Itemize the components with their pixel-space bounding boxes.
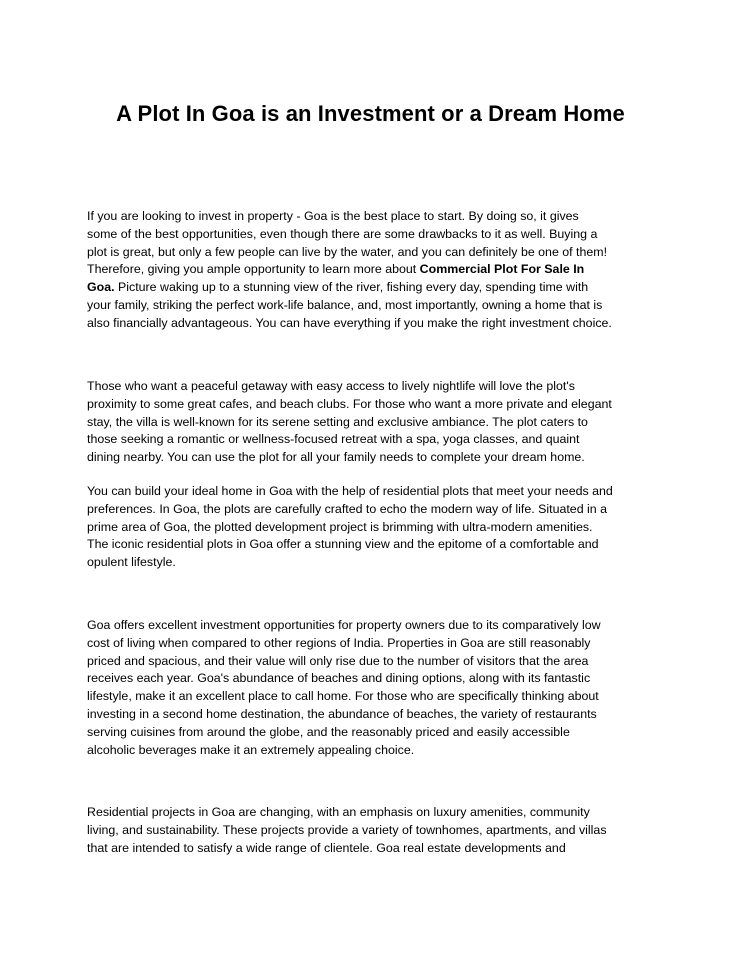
text-line: receives each year. Goa's abundance of beaches and dining options, along with its fantastic <box>87 671 591 686</box>
text-line: opulent lifestyle. <box>87 555 176 570</box>
text-line: The iconic residential plots in Goa offer a stunning view and the epitome of a comfortable and <box>87 537 599 552</box>
text-line: dining nearby. You can use the plot for all your family needs to complete your dream home. <box>87 450 585 465</box>
bold-phrase-end: Goa. <box>87 280 115 295</box>
text-line: cost of living when compared to other regions of India. Properties in Goa are still reasonably <box>87 635 591 650</box>
text-line: plot is great, but only a few people can live by the water, and you can definitely be one of them! <box>87 244 608 259</box>
text-line: investing in a second home destination, the abundance of beaches, the variety of restaurants <box>87 706 597 721</box>
text-line: also financially advantageous. You can have everything if you make the right investment choice. <box>87 315 612 330</box>
text-line: serving cuisines from around the globe, and the reasonably priced and easily accessible <box>87 724 570 739</box>
text-line: Goa offers excellent investment opportunities for property owners due to its comparatively low <box>87 618 601 632</box>
paragraph-getaway <box>87 378 655 467</box>
text-line: You can build your ideal home in Goa with the help of residential plots that meet your needs and <box>87 484 613 498</box>
text-line: Residential projects in Goa are changing, with an emphasis on luxury amenities, community <box>87 805 590 819</box>
text-line: proximity to some great cafes, and beach clubs. For those who want a more private and elegant <box>87 396 612 411</box>
text-line: stay, the villa is well-known for its serene setting and exclusive ambiance. The plot caters to <box>87 414 588 429</box>
text-line: that are intended to satisfy a wide range of clientele. Goa real estate developments and <box>87 840 566 855</box>
text-line: If you are looking to invest in property - Goa is the best place to start. By doing so, it gives <box>87 209 579 223</box>
text-line: priced and spacious, and their value will only rise due to the number of visitors that the area <box>87 653 589 668</box>
text-line: living, and sustainability. These projects provide a variety of townhomes, apartments, and villas <box>87 822 607 837</box>
text-line: Those who want a peaceful getaway with easy access to lively nightlife will love the plot's <box>87 379 575 393</box>
text-segment: Picture waking up to a stunning view of the river, fishing every day, spending time with <box>114 280 589 295</box>
bold-phrase: Commercial Plot For Sale In <box>419 262 585 277</box>
text-line: alcoholic beverages make it an extremely appealing choice. <box>87 742 415 757</box>
text-line-with-bold <box>87 261 655 279</box>
text-line: your family, striking the perfect work-life balance, and, most importantly, owning a home that is <box>87 297 603 312</box>
text-line: some of the best opportunities, even though there are some drawbacks to it as well. Buying a <box>87 226 598 241</box>
text-segment: Therefore, giving you ample opportunity to learn more about <box>87 262 420 277</box>
paragraph-investment <box>87 617 655 759</box>
document-title: A Plot In Goa is an Investment or a Dream Home <box>116 101 625 126</box>
text-line: prime area of Goa, the plotted development project is brimming with ultra-modern amenities. <box>87 519 593 534</box>
text-line-with-bold <box>87 279 655 297</box>
text-line: lifestyle, make it an excellent place to call home. For those who are specifically thinking about <box>87 689 599 704</box>
paragraph-intro <box>87 208 655 333</box>
paragraph-residential-projects <box>87 804 655 857</box>
text-line: preferences. In Goa, the plots are carefully crafted to echo the modern way of life. Situated in a <box>87 501 608 516</box>
paragraph-ideal-home <box>87 483 655 572</box>
text-line: those seeking a romantic or wellness-focused retreat with a spa, yoga classes, and quaint <box>87 432 580 447</box>
